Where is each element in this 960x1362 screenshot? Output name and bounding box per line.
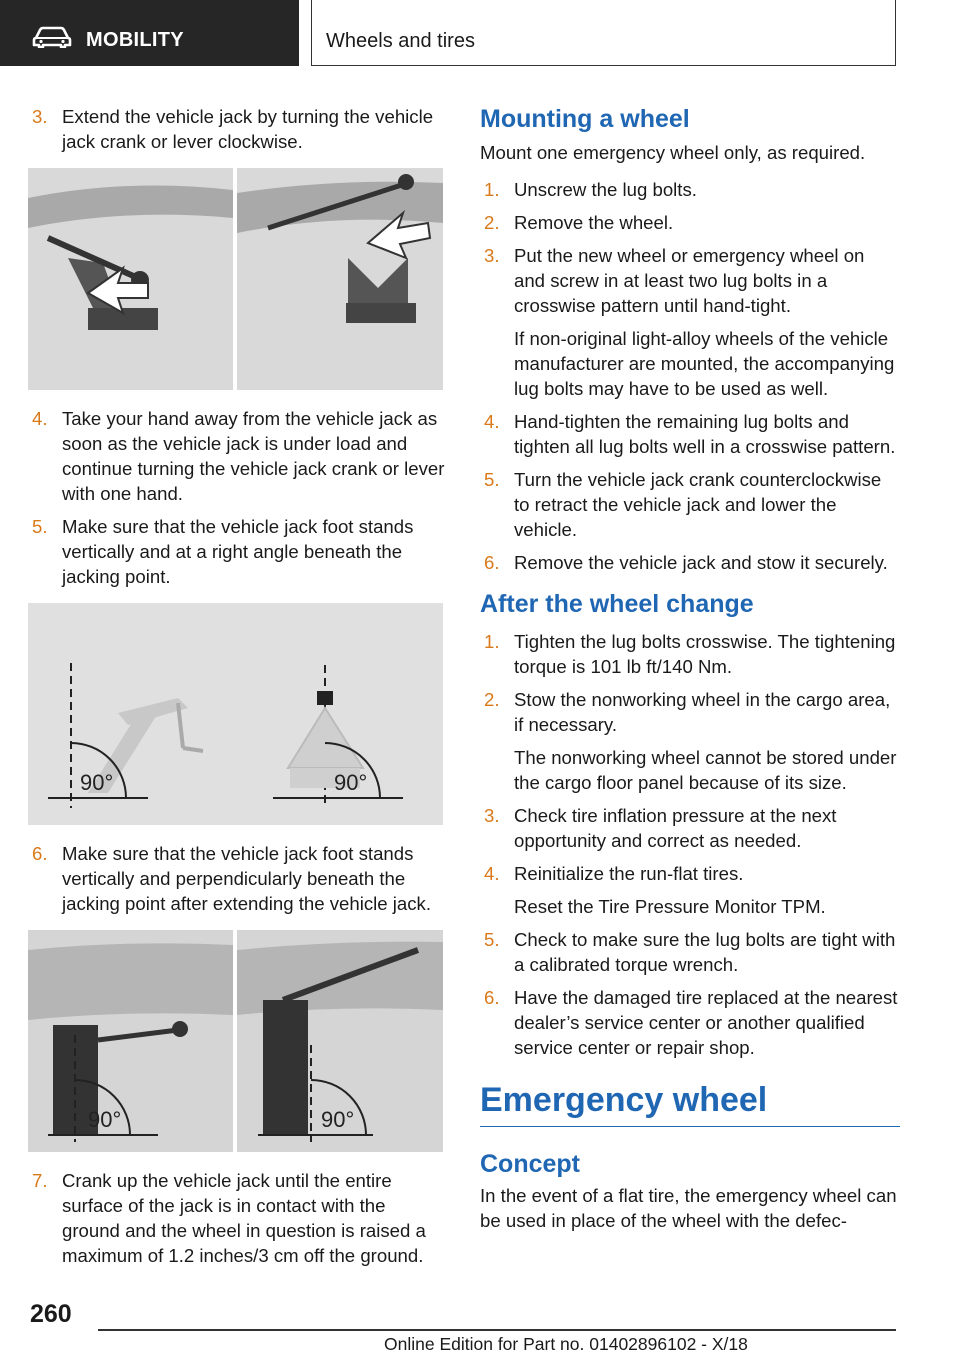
step-number: 4. [32, 408, 48, 429]
list-item [480, 467, 900, 542]
step-text: Put the new wheel or emergency wheel on and screw in at least two lug bolts in a crosswise pattern until hand-tight. [514, 245, 865, 316]
step-5 [28, 514, 446, 589]
step-7 [28, 1168, 446, 1268]
step-number: 2. [484, 212, 500, 233]
chapter-tab[interactable] [311, 0, 896, 66]
after-change-steps [480, 629, 900, 1060]
left-column [28, 104, 446, 1276]
step-note: If non-original light-alloy wheels of the vehicle manufacturer are mounted, the accompanying lug bolts may have to be used as well. [514, 328, 895, 399]
section-tab[interactable] [0, 0, 299, 66]
list-item [480, 210, 900, 235]
step-number: 1. [484, 631, 500, 652]
step-number: 5. [484, 469, 500, 490]
footer-divider [98, 1329, 896, 1331]
emergency-wheel-heading: Emergency wheel [480, 1080, 900, 1127]
after-change-heading: After the wheel change [480, 590, 754, 618]
chapter-title: Wheels and tires [326, 30, 475, 52]
step-number: 5. [32, 516, 48, 537]
step-number: 2. [484, 689, 500, 710]
page-header [0, 0, 960, 66]
list-item [480, 243, 900, 401]
step-number: 5. [484, 929, 500, 950]
step-text: Make sure that the vehicle jack foot stands vertically and perpendicularly beneath the jacking point after extending the vehicle jack. [62, 843, 431, 914]
step-text: Stow the nonworking wheel in the cargo area, if necessary. [514, 689, 891, 735]
angle-label-right-2: 90° [321, 1107, 355, 1132]
list-item [480, 629, 900, 679]
section-label: MOBILITY [86, 29, 184, 51]
step-note: Reset the Tire Pressure Monitor TPM. [514, 896, 826, 917]
list-item [480, 687, 900, 795]
right-column [480, 104, 900, 1233]
step-number: 6. [484, 552, 500, 573]
step-text: Hand-tighten the remaining lug bolts and tighten all lug bolts well in a crosswise pattern. [514, 411, 896, 457]
step-text: Remove the vehicle jack and stow it securely. [514, 552, 888, 573]
list-item [480, 550, 900, 575]
car-icon [32, 26, 72, 48]
figure-jack-crank [28, 168, 443, 390]
step-number: 3. [32, 106, 48, 127]
step-6 [28, 841, 446, 916]
step-4 [28, 406, 446, 506]
step-number: 1. [484, 179, 500, 200]
step-text: Make sure that the vehicle jack foot stands vertically and at a right angle beneath the jacking point. [62, 516, 414, 587]
concept-heading: Concept [480, 1150, 580, 1178]
concept-text: In the event of a flat tire, the emergency wheel can be used in place of the wheel with the defec- [480, 1185, 897, 1231]
page-number: 260 [30, 1300, 72, 1328]
list-item [480, 803, 900, 853]
list-item [480, 177, 900, 202]
step-text: Tighten the lug bolts crosswise. The tightening torque is 101 lb ft/140 Nm. [514, 631, 896, 677]
mounting-intro: Mount one emergency wheel only, as required. [480, 142, 866, 163]
figure-jack-angle [28, 603, 443, 825]
step-text: Reinitialize the run-flat tires. [514, 863, 744, 884]
list-item [480, 927, 900, 977]
step-text: Take your hand away from the vehicle jack as soon as the vehicle jack is under load and continue turning the vehicle jack crank or lever with one hand. [62, 408, 445, 504]
list-item [480, 409, 900, 459]
step-number: 3. [484, 805, 500, 826]
step-3 [28, 104, 446, 154]
angle-label-right: 90° [334, 770, 368, 795]
list-item [480, 985, 900, 1060]
step-text: Crank up the vehicle jack until the entire surface of the jack is in contact with the ground and the wheel in question is raised a maximum of 1.2 inches/3 cm off the ground. [62, 1170, 426, 1266]
step-number: 3. [484, 245, 500, 266]
step-text: Extend the vehicle jack by turning the vehicle jack crank or lever clockwise. [62, 106, 434, 152]
step-number: 4. [484, 411, 500, 432]
step-text: Remove the wheel. [514, 212, 674, 233]
step-text: Turn the vehicle jack crank counterclockwise to retract the vehicle jack and lower the vehicle. [514, 469, 882, 540]
mounting-steps [480, 177, 900, 575]
step-note: The nonworking wheel cannot be stored under the cargo floor panel because of its size. [514, 747, 897, 793]
step-text: Check tire inflation pressure at the next opportunity and correct as needed. [514, 805, 837, 851]
list-item [480, 861, 900, 919]
edition-text: Online Edition for Part no. 01402896102 - X/18 [384, 1334, 748, 1354]
figure-jack-extended [28, 930, 443, 1152]
step-number: 6. [32, 843, 48, 864]
step-number: 6. [484, 987, 500, 1008]
step-number: 7. [32, 1170, 48, 1191]
mounting-heading: Mounting a wheel [480, 105, 690, 133]
step-text: Have the damaged tire replaced at the nearest dealer’s service center or another qualified service center or repair shop. [514, 987, 898, 1058]
step-text: Check to make sure the lug bolts are tight with a calibrated torque wrench. [514, 929, 896, 975]
step-text: Unscrew the lug bolts. [514, 179, 697, 200]
angle-label-left: 90° [80, 770, 114, 795]
step-number: 4. [484, 863, 500, 884]
angle-label-left-2: 90° [88, 1107, 122, 1132]
